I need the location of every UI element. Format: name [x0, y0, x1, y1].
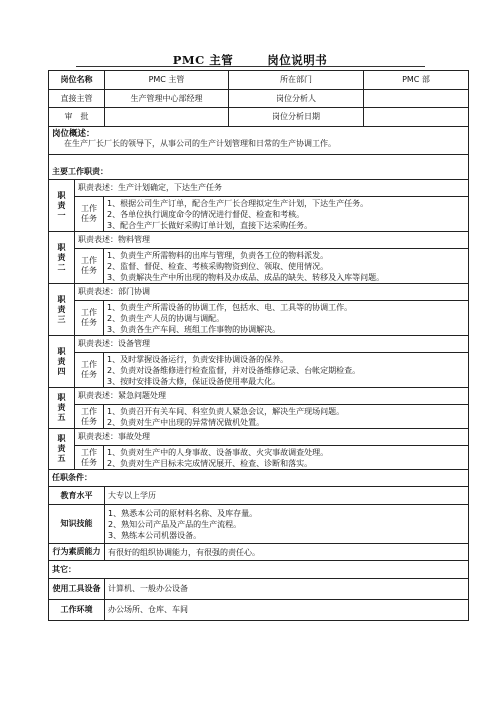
task-label-line: 工作 — [81, 256, 97, 265]
task-item: 2、负责生产人员的协调与调配。 — [107, 313, 225, 323]
qualification-label: 知识技能 — [49, 505, 105, 544]
position-value: PMC 主管 — [105, 71, 229, 90]
other-header: 其它： — [49, 561, 469, 579]
qualification-value — [105, 487, 469, 505]
task-item: 3、负责解决生产中所出现的物料及办成品、成品的缺失、转移及入库等问题。 — [107, 272, 385, 282]
qualification-value — [105, 544, 469, 561]
duty-number: 一 — [57, 210, 66, 220]
task-item: 1、及时掌握设备运行，负责安排协调设备的保养。 — [107, 354, 289, 364]
overview-cell — [49, 127, 469, 155]
analyst-value[interactable] — [364, 90, 469, 108]
qualification-line: 2、熟知公司产品及产品的生产流程。 — [108, 519, 242, 529]
duty-label — [49, 284, 75, 336]
task-label-line: 任务 — [81, 416, 97, 426]
duty-char: 职 — [57, 393, 66, 402]
approve-value[interactable] — [105, 108, 229, 127]
duty-summary: 职责表述：事故处理 — [75, 429, 469, 446]
duties-header: 主要工作职责： — [49, 165, 469, 180]
dept-value: PMC 部 — [364, 71, 469, 90]
task-label — [75, 405, 104, 429]
task-label — [75, 197, 104, 232]
title-doc-type: 岗位说明书 — [267, 53, 328, 67]
task-list — [104, 249, 469, 284]
task-item: 1、负责生产所需设备的协调工作，包括水、电、工具等的协调工作。 — [107, 302, 353, 312]
duty-label — [49, 429, 75, 470]
title-rule — [76, 66, 425, 67]
qualifications-header: 任职条件： — [49, 470, 469, 487]
duty-summary: 职责表述：物料管理 — [75, 232, 469, 249]
task-label-line: 任务 — [81, 457, 97, 467]
duty-summary: 职责表述：部门协调 — [75, 284, 469, 301]
task-list — [104, 301, 469, 336]
supervisor-value: 生产管理中心部经理 — [105, 90, 229, 108]
task-label-line: 工作 — [81, 447, 97, 457]
date-label: 岗位分析日期 — [229, 108, 364, 127]
date-value[interactable] — [364, 108, 469, 127]
task-label — [75, 353, 104, 388]
duty-number: 四 — [57, 366, 66, 376]
task-item: 3、负责各生产车间、班组工作事物的协调解决。 — [107, 324, 281, 334]
approve-label: 审 批 — [49, 108, 105, 127]
qualification-value — [105, 505, 469, 544]
task-item: 1、根据公司生产订单，配合生产厂长合理拟定生产计划，下达生产任务。 — [107, 198, 369, 208]
duty-number: 五 — [57, 454, 66, 463]
duty-label — [49, 232, 75, 284]
other-value: 办公场所、仓库、车间 — [105, 600, 469, 621]
duty-label — [49, 180, 75, 232]
duty-number: 二 — [57, 262, 66, 272]
duty-char: 职 — [57, 346, 66, 356]
task-label — [75, 301, 104, 336]
task-label-line: 任务 — [81, 214, 97, 223]
other-label: 使用工具设备 — [49, 579, 105, 600]
duty-char: 职 — [57, 190, 66, 200]
duty-char: 职 — [57, 242, 66, 252]
duty-number: 三 — [57, 314, 66, 324]
qualification-line: 3、熟练本公司机器设备。 — [108, 530, 202, 540]
duty-char: 职 — [57, 294, 66, 304]
task-label — [75, 446, 104, 470]
duty-label — [49, 388, 75, 429]
task-item: 2、监督、督促、检查、考核采购物资到位、领取、使用情况。 — [107, 261, 329, 271]
task-item: 3、按时安排设备大修，保证设备使用率最大化。 — [107, 376, 281, 386]
duty-char: 职 — [57, 434, 66, 443]
task-item: 2、负责对生产中出现的异常情况做机处置。 — [107, 417, 265, 427]
dept-label: 所在部门 — [229, 71, 364, 90]
duty-char: 责 — [57, 444, 66, 453]
task-item: 1、负责对生产中的人身事故、设备事故、火灾事故调查处理。 — [107, 447, 329, 457]
task-item: 1、负责生产所需物料的出库与管理，负责各工位的物料派发。 — [107, 250, 329, 260]
duty-char: 责 — [57, 252, 66, 262]
task-item: 3、配合生产厂长做好采购订单计划，直接下达采购任务。 — [107, 220, 313, 230]
duty-label — [49, 336, 75, 388]
task-label — [75, 249, 104, 284]
other-label: 工作环境 — [49, 600, 105, 621]
task-label-line: 任务 — [81, 266, 97, 275]
duty-summary: 职责表述：紧急问题处理 — [75, 388, 469, 405]
duty-char: 责 — [57, 304, 66, 314]
duty-char: 责 — [57, 200, 66, 210]
duty-summary: 职责表述：设备管理 — [75, 336, 469, 353]
task-list — [104, 197, 469, 232]
job-description-table — [48, 70, 469, 621]
qualification-line: 1、熟悉本公司的原材料名称、及库存量。 — [108, 508, 258, 518]
title-position: PMC 主管 — [172, 53, 234, 67]
task-label-line: 工作 — [81, 406, 97, 416]
qualification-line: 大专以上学历 — [108, 491, 156, 500]
duty-char: 责 — [57, 356, 66, 366]
task-list — [104, 353, 469, 388]
qualification-label: 行为素质能力 — [49, 544, 105, 561]
task-label-line: 工作 — [81, 360, 97, 369]
other-value: 计算机、一般办公设备 — [105, 579, 469, 600]
task-label-line: 任务 — [81, 318, 97, 327]
task-label-line: 工作 — [81, 204, 97, 213]
overview-text: 在生产厂长厂长的领导下，从事公司的生产计划管理和日常的生产协调工作。 — [64, 139, 336, 148]
task-list — [104, 405, 469, 429]
overview-label: 岗位概述： — [52, 129, 95, 139]
task-item: 2、各单位执行调度命令的情况进行督促、检查和考核。 — [107, 209, 305, 219]
duty-summary: 职责表述：生产计划确定，下达生产任务 — [75, 180, 469, 197]
position-label: 岗位名称 — [49, 71, 105, 90]
qualification-label: 教育水平 — [49, 487, 105, 505]
duty-number: 五 — [57, 413, 66, 422]
duty-char: 责 — [57, 403, 66, 412]
analyst-label: 岗位分析人 — [229, 90, 364, 108]
task-item: 1、负责召开有关车间、科室负责人紧急会议，解决生产现场问题。 — [107, 406, 345, 416]
supervisor-label: 直接主管 — [49, 90, 105, 108]
task-label-line: 任务 — [81, 370, 97, 379]
task-list — [104, 446, 469, 470]
task-item: 2、负责对设备维修进行检查监督，并对设备维修记录、台帐定期检查。 — [107, 365, 361, 375]
task-item: 2、负责对生产目标未完成情况展开、检查、诊断和落实。 — [107, 458, 313, 468]
task-label-line: 工作 — [81, 308, 97, 317]
qualification-line: 有很好的组织协调能力，有很强的责任心。 — [108, 547, 260, 557]
